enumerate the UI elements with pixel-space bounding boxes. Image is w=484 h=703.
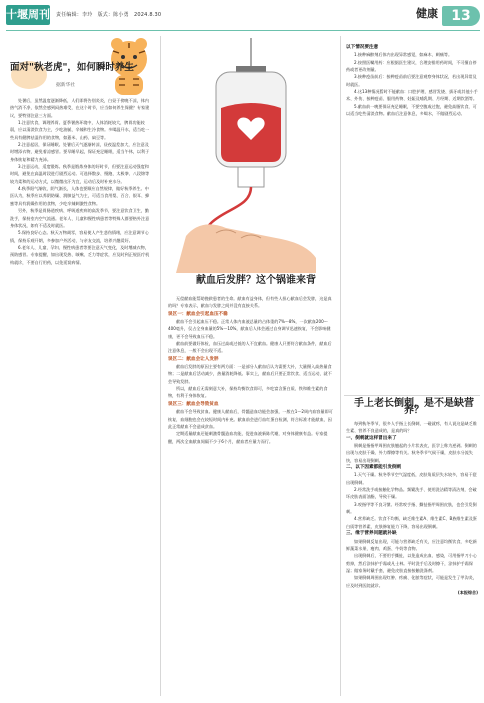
- section-title: 健康: [416, 7, 438, 20]
- article1-body: [10, 97, 150, 266]
- paragraph: 4.秋季阳气渐收，阴气渐长，人体也要顺应自然规律，做好秋季养生。中医认为，秋季应以养阴防燥、润肺益气为主，可适当食用梨、百合、银耳、蜂蜜等具有润燥作用的食物，少吃辛辣刺激性食物。: [10, 186, 150, 206]
- paragraph: 出现倒刺后，不要用手撕扯，以免造成出血、感染，可用指甲刀小心剪掉，然后涂抹护手霜或凡士林。平时洗手后及时擦干，涂抹护手霜保湿；做家务时戴手套，避免皮肤直接接触洗涤剂。: [346, 553, 477, 573]
- page-number: 13: [442, 6, 480, 26]
- paragraph: 5.保持良好心态。秋天万物凋零，容易使人产生悲伤情绪，应注意调节心情，保持乐观开朗，多参加户外活动，与亲友交流，培养兴趣爱好。: [10, 230, 149, 243]
- list-item: 2.按照医嘱用药：应根据医生建议，合理安排用药时间，不可擅自停药或者更改剂量。: [346, 59, 477, 73]
- paragraph: 处暑后，虽然温度逐渐降低，人们即将告别炎炎，白昼于傍晚不凉，体内热气消不净，依然会感到闷热难受，在这个时节，应当如何养生保健？专家建议，要特别注意三方面。: [10, 98, 150, 118]
- paragraph: 献血不会导致贫血。健康人献血后，骨髓造血功能会加强，一般在1～2周内血容量即可恢复，血细胞也会在较短时间内补充。献血前会进行血红蛋白检测，符合标准才能献血，因此正常献血不会造成贫血。: [168, 409, 333, 429]
- notice-list: [346, 44, 478, 117]
- list-item: 5.献血前一晚要保证充足睡眠，不要空腹或过饱，避免高脂饮食，可以适当吃些清淡食物。献血后注意休息，多喝水，不做剧烈运动。: [346, 103, 477, 117]
- paragraph: 无偿献血能帮助挽救患者的生命。献血有益身体，但有些人担心献血后会发胖，这是真的吗？专家表示，献血与发胖之间并没有直接关系。: [168, 296, 332, 309]
- list-item: 1.接种麻醉剂后体内出现异常感觉，如麻木、刺痛等。: [354, 52, 453, 58]
- section-heading: 误区一：献血会引起血压不稳: [168, 311, 228, 317]
- paragraph: 倒刺是指指甲周围皮肤翘起的小片状表皮，医学上称为逆剥。倒刺的出现与皮肤干燥、外力摩擦等有关。秋冬季节气候干燥，皮肤水分流失快，容易出现倒刺。: [346, 443, 477, 463]
- paragraph: 2.经常洗手或接触化学物品。频繁洗手、使用洗洁精等清洁剂，会破坏皮肤表面油脂，导致干燥。: [346, 487, 477, 500]
- paragraph: 3.注意运动，适度锻炼。秋季是锻炼身体的好时节，但要注意运动强度和时间，避免在高温时段进行剧烈运动。可选择散步、慢跑、太极拳、八段锦等较为柔和的运动方式，以微微出汗为宜，运动后及时补充水分。: [10, 164, 150, 184]
- source-note: (本报综合): [457, 589, 478, 595]
- editor-meta: 责任编辑：李玲 版式：陈小勇 2024.8.30: [56, 12, 162, 18]
- section-heading: 误区二：献血会让人发胖: [168, 356, 219, 362]
- paper-logo: 十堰周刊: [6, 5, 50, 25]
- section-heading: 三、缘于营养问题就补缺: [346, 531, 397, 537]
- article1-byline: 据新华社: [56, 83, 76, 88]
- paragraph: 所以，献血后无需刻意大补，保持均衡饮食即可，多吃富含蛋白质、铁和维生素的食物，有利于身体恢复。: [168, 386, 328, 399]
- paragraph: 6.老年人、儿童、孕妇、慢性病患者等要注意天气变化，及时增减衣物，预防感冒。专家提醒，如出现发热、咳嗽、乏力等症状，应及时到正规医疗机构就诊，不要自行用药，以免延误病情。: [10, 244, 150, 265]
- paragraph: 献血后发胖的原因主要有两方面：一是部分人献血后认为需要大补，大量摄入高热量食物；二是献血后活动减少，热量消耗降低。事实上，献血后只要正常饮食、适当运动，就不会导致发胖。: [168, 364, 332, 384]
- paragraph: 如果倒刺反复出现，可能与营养缺乏有关，应注意均衡饮食，多吃新鲜蔬菜水果、瘦肉、鸡蛋、牛奶等食物。: [346, 538, 477, 551]
- paragraph: 1.天气干燥。秋冬季节空气湿度低，皮肤角质层失水较多，容易干裂出现倒刺。: [346, 472, 477, 485]
- list-heading: 以下情况要注意: [346, 45, 379, 50]
- paragraph: 另外，秋季是胃肠道疾病、呼吸道疾病的高发季节，要注意饮食卫生，勤洗手，保持室内空气流通。老年人、儿童和慢性病患者等特殊人群要格外注意身体状况，如有不适及时就医。: [10, 208, 150, 228]
- paragraph: 2.注意起居，保证睡眠。处暑后天气逐渐转凉，昼夜温差加大，应注意及时增添衣物，避免着凉感冒。要早睡早起，保证充足睡眠，适当午休，以利于身体恢复和精力充沛。: [10, 142, 150, 162]
- article2-body: [168, 295, 334, 445]
- paragraph: 4.营养缺乏。饮食不均衡，缺乏维生素A、维生素C、B族维生素及蛋白质等营养素，皮肤修复能力下降，容易出现倒刺。: [346, 516, 477, 529]
- article1-title: 面对"秋老虎"，如何瞬时养生: [10, 62, 134, 73]
- section-heading: 误区三：献血会导致贫血: [168, 401, 219, 407]
- column-divider: [160, 36, 161, 696]
- page-header: [0, 0, 484, 34]
- list-item: 4.这13种情况暂时不能献血：口腔护理、感冒发烧、拔牙或其他小手术、外伤、接种疫苗、服用药物、妊娠及哺乳期、月经期、近期饮酒等。: [346, 89, 478, 102]
- section-divider: [344, 395, 480, 396]
- paragraph: 献血前要做好体检，血压过高或过低的人不宜献血。健康人只要符合献血条件，献血后注意休息，一般不会出现不适。: [168, 341, 332, 354]
- article2-title: 献血后发胖？这个锅谁来背: [196, 275, 316, 286]
- article3-title: 手上老长倒刺，是不是缺营养？: [354, 398, 474, 417]
- section-heading: 一、倒刺就这样冒出来了: [346, 435, 397, 441]
- paragraph: 每到秋冬季节，很多人手指上长倒刺，一碰就疼，有人说这是缺乏维生素、营养不良造成的，是真的吗？: [346, 421, 477, 434]
- blood-donation-illustration: [166, 38, 336, 273]
- paragraph: 如果倒刺周围出现红肿、疼痛、化脓等症状，可能是发生了甲沟炎，应及时到医院就诊。: [346, 575, 477, 588]
- column-divider: [340, 36, 341, 696]
- article3-body: [346, 420, 478, 596]
- list-item: 3.接种疫苗前后：接种疫苗前后要注意观察身体状况，若出现异常及时就医。: [346, 74, 477, 87]
- paragraph: 3.咬指甲等不良习惯。经常咬手指、撕扯指甲周围皮肤，也会引发倒刺。: [346, 501, 477, 515]
- header-rule: [6, 30, 480, 31]
- paragraph: 献血不会引起血压不稳。正常人体内血液总量约占体重的7%～8%，一次献血200～400毫升，仅占全身血量的5%～10%，献血后人体会通过自身调节迅速恢复，不会影响健康，更不会导致血压不稳。: [168, 319, 331, 339]
- paragraph: 定期适量献血还能刺激骨髓造血功能，促进血液新陈代谢，对身体健康有益。专家提醒，两次全血献血间隔不少于6个月，献血者应量力而行。: [168, 431, 328, 444]
- section-heading: 二、以下因素都能引发倒刺: [346, 465, 402, 471]
- paragraph: 1.注意饮食，调理养胃。夏季暑热环境中，人体消耗较大，脾胃功能较弱，应以清淡饮食为主，少吃油腻、辛辣和生冷食物。多喝温开水，适当吃一些具有健脾祛湿作用的食物，如薏米、山药、扁豆等。: [10, 120, 150, 140]
